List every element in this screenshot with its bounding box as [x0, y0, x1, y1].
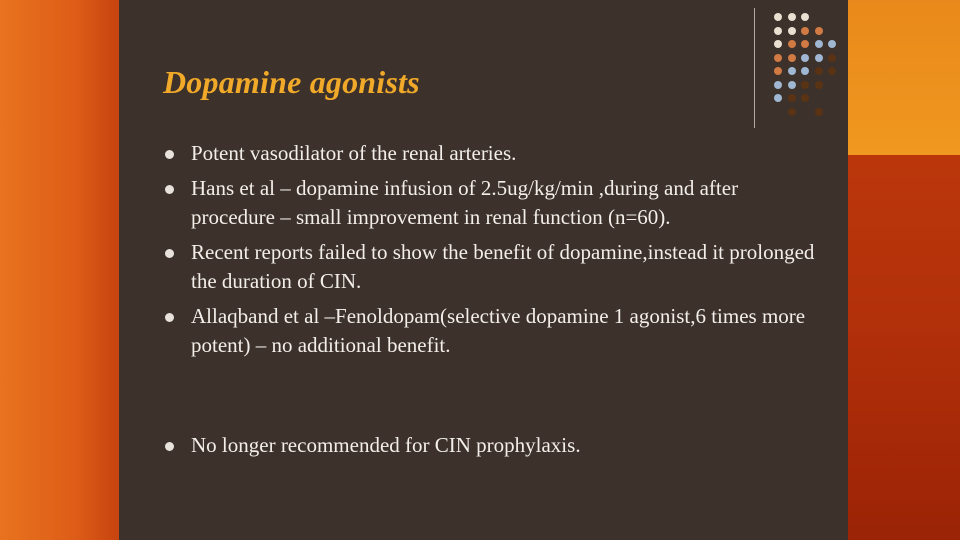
grid-dot	[774, 81, 782, 89]
grid-dot	[788, 81, 796, 89]
bullet-item	[163, 139, 823, 168]
grid-dot	[801, 67, 809, 75]
grid-dot	[788, 13, 796, 21]
grid-dot	[801, 94, 809, 102]
bullet-text: Hans et al – dopamine infusion of 2.5ug/kg/min ,during and after procedure – small improvement in renal function (n=60).	[191, 176, 739, 229]
grid-dot	[828, 54, 836, 62]
grid-dot	[815, 67, 823, 75]
accent-block	[848, 0, 960, 155]
grid-dot	[801, 81, 809, 89]
grid-dot	[788, 27, 796, 35]
bullet-text: Allaqband et al –Fenoldopam(selective dopamine 1 agonist,6 times more potent) – no additional benefit.	[191, 304, 806, 357]
slide-title: Dopamine agonists	[163, 64, 420, 100]
bullet-icon	[165, 249, 174, 258]
grid-dot	[828, 40, 836, 48]
grid-dot	[801, 27, 809, 35]
grid-dot	[815, 108, 823, 116]
bullet-text: Potent vasodilator of the renal arteries.	[191, 141, 517, 165]
bullet-icon	[165, 150, 174, 159]
grid-dot	[788, 67, 796, 75]
grid-dot	[815, 40, 823, 48]
grid-dot	[774, 67, 782, 75]
bullet-text: No longer recommended for CIN prophylaxis.	[191, 433, 581, 457]
grid-dot	[828, 67, 836, 75]
bullet-icon	[165, 185, 174, 194]
grid-dot	[801, 40, 809, 48]
grid-dot	[815, 27, 823, 35]
grid-dot	[774, 54, 782, 62]
grid-dot	[788, 54, 796, 62]
decorative-divider	[754, 8, 755, 128]
bullet-icon	[165, 442, 174, 451]
grid-dot	[801, 13, 809, 21]
grid-dot	[815, 54, 823, 62]
grid-dot	[815, 81, 823, 89]
bullet-item	[163, 174, 823, 232]
bullet-icon	[165, 313, 174, 322]
bullet-item	[163, 238, 823, 296]
grid-dot	[774, 27, 782, 35]
grid-dot	[774, 40, 782, 48]
grid-dot	[774, 94, 782, 102]
grid-dot	[788, 108, 796, 116]
grid-dot	[774, 13, 782, 21]
bullet-text: Recent reports failed to show the benefit of dopamine,instead it prolonged the duration of CIN.	[191, 240, 815, 293]
bullet-item	[163, 431, 823, 460]
grid-dot	[801, 54, 809, 62]
grid-dot	[788, 40, 796, 48]
bullet-item	[163, 302, 823, 360]
grid-dot	[788, 94, 796, 102]
bullet-list	[163, 139, 823, 466]
